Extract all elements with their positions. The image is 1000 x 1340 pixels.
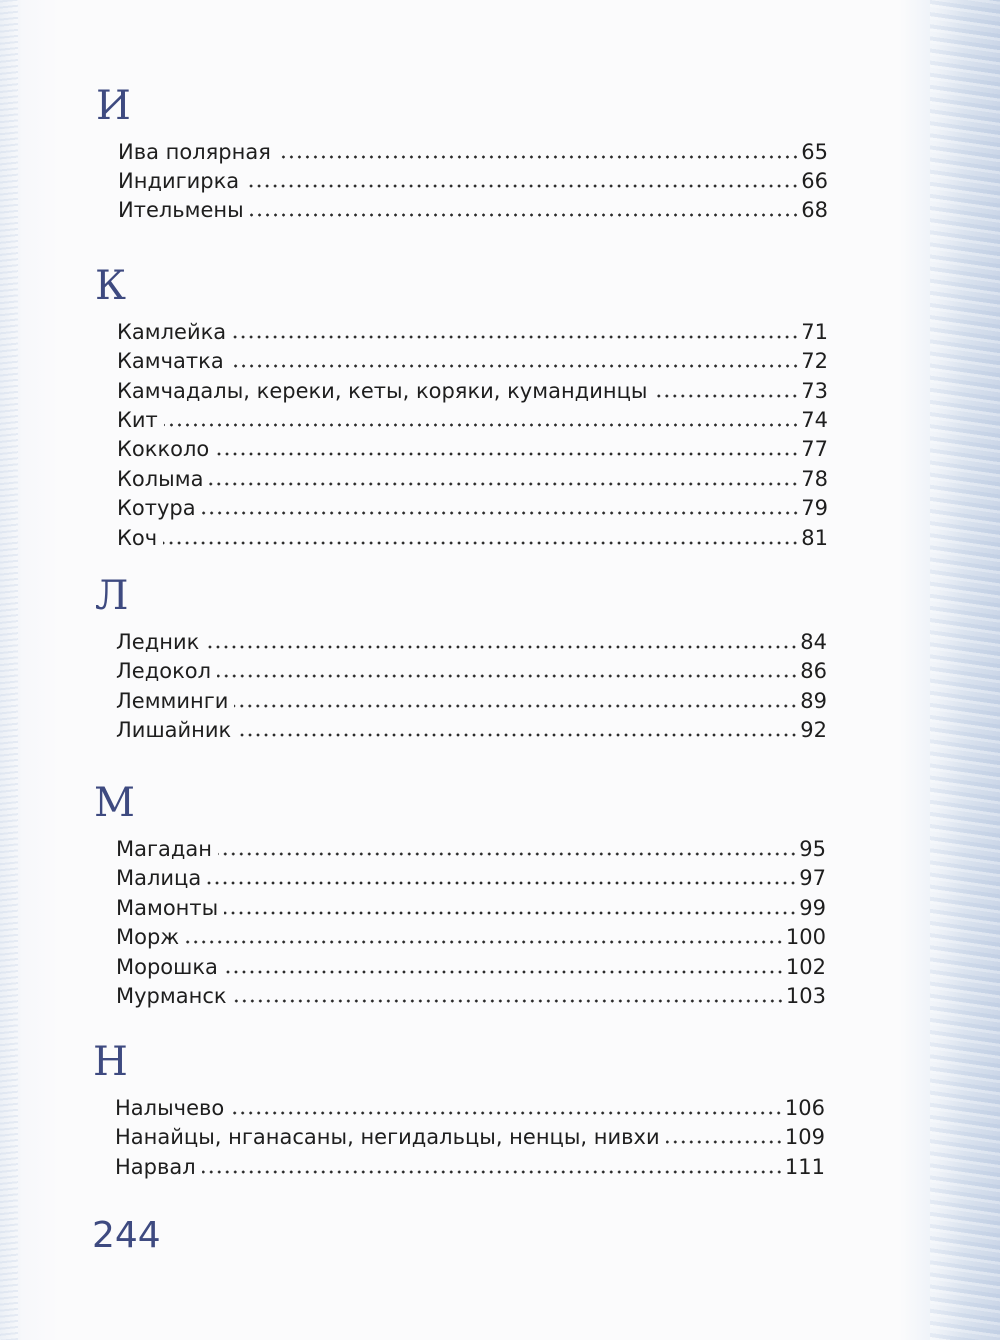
index-entry bbox=[117, 435, 828, 464]
section-letter: Л bbox=[95, 573, 129, 619]
entry-page: 106 bbox=[784, 1096, 825, 1120]
dot-leader bbox=[245, 184, 799, 188]
entry-label: Камлейка bbox=[117, 320, 227, 344]
entry-page: 99 bbox=[799, 896, 826, 920]
entry-page: 84 bbox=[800, 630, 827, 654]
entry-label: Морошка bbox=[116, 955, 218, 979]
section-letter: Н bbox=[93, 1039, 128, 1085]
entry-label: Котура bbox=[117, 496, 196, 520]
entry-page: 111 bbox=[784, 1155, 825, 1179]
index-entry bbox=[115, 1123, 825, 1152]
dot-leader bbox=[207, 881, 797, 885]
index-entry bbox=[118, 167, 828, 196]
entry-page: 79 bbox=[801, 496, 828, 520]
index-entry bbox=[116, 923, 826, 952]
dot-leader bbox=[202, 511, 800, 515]
page-edge-right bbox=[930, 0, 1000, 1340]
index-entry bbox=[115, 1153, 825, 1182]
dot-leader bbox=[666, 1140, 783, 1144]
entry-label: Кит bbox=[117, 408, 158, 432]
entry-page: 95 bbox=[799, 837, 826, 861]
dot-leader bbox=[164, 423, 799, 427]
dot-leader bbox=[185, 940, 784, 944]
entry-page: 72 bbox=[801, 349, 828, 373]
entry-label: Малица bbox=[116, 866, 202, 890]
index-entry bbox=[118, 196, 828, 225]
entry-label: Колыма bbox=[117, 467, 204, 491]
entry-page: 92 bbox=[800, 718, 827, 742]
dot-leader bbox=[277, 155, 799, 159]
index-entry bbox=[117, 494, 828, 523]
entry-label: Налычево bbox=[115, 1096, 225, 1120]
dot-leader bbox=[202, 1170, 783, 1174]
index-entry bbox=[116, 687, 827, 716]
entry-page: 65 bbox=[801, 140, 828, 164]
index-entry bbox=[116, 982, 826, 1011]
dot-leader bbox=[653, 394, 799, 398]
index-entry bbox=[117, 465, 828, 494]
entry-page: 68 bbox=[801, 198, 828, 222]
entry-label: Камчатка bbox=[117, 349, 224, 373]
entry-label: Коч bbox=[117, 526, 158, 550]
entry-page: 109 bbox=[784, 1125, 825, 1149]
entry-label: Нанайцы, нганасаны, негидальцы, ненцы, нивхи bbox=[115, 1125, 660, 1149]
dot-leader bbox=[205, 645, 798, 649]
index-entry bbox=[117, 347, 828, 376]
entry-label: Мурманск bbox=[116, 984, 227, 1008]
index-entry bbox=[116, 953, 826, 982]
entry-page: 74 bbox=[801, 408, 828, 432]
entry-page: 97 bbox=[799, 866, 826, 890]
dot-leader bbox=[209, 482, 799, 486]
index-entry bbox=[116, 835, 826, 864]
entry-page: 89 bbox=[800, 689, 827, 713]
index-entry bbox=[115, 1094, 825, 1123]
dot-leader bbox=[218, 852, 797, 856]
entry-label: Нарвал bbox=[115, 1155, 196, 1179]
index-entry bbox=[116, 864, 826, 893]
dot-leader bbox=[163, 541, 799, 545]
dot-leader bbox=[233, 999, 784, 1003]
dot-leader bbox=[234, 704, 798, 708]
dot-leader bbox=[224, 911, 797, 915]
entry-page: 71 bbox=[801, 320, 828, 344]
entry-label: Морж bbox=[116, 925, 180, 949]
index-entry bbox=[116, 657, 827, 686]
entry-label: Лишайник bbox=[116, 718, 232, 742]
entry-page: 73 bbox=[801, 379, 828, 403]
dot-leader bbox=[230, 1111, 783, 1115]
index-entry bbox=[117, 406, 828, 435]
entry-page: 66 bbox=[801, 169, 828, 193]
page-edge-left bbox=[0, 0, 18, 1340]
entry-page: 103 bbox=[785, 984, 826, 1008]
index-entry bbox=[117, 377, 828, 406]
entry-page: 78 bbox=[801, 467, 828, 491]
entry-label: Ительмены bbox=[118, 198, 244, 222]
index-entry bbox=[117, 318, 828, 347]
dot-leader bbox=[230, 364, 800, 368]
entry-label: Индигирка bbox=[118, 169, 240, 193]
entry-label: Камчадалы, кереки, кеты, коряки, кумандинцы bbox=[117, 379, 648, 403]
dot-leader bbox=[224, 970, 784, 974]
index-entry bbox=[116, 716, 827, 745]
entry-label: Мамонты bbox=[116, 896, 219, 920]
dot-leader bbox=[217, 674, 798, 678]
entry-page: 102 bbox=[785, 955, 826, 979]
entry-page: 77 bbox=[801, 437, 828, 461]
entry-label: Ледокол bbox=[116, 659, 212, 683]
page-number: 244 bbox=[92, 1215, 161, 1256]
entry-page: 86 bbox=[800, 659, 827, 683]
index-entry bbox=[116, 894, 826, 923]
dot-leader bbox=[250, 213, 800, 217]
index-entry bbox=[118, 138, 828, 167]
section-letter: К bbox=[95, 263, 126, 309]
section-letter: И bbox=[96, 83, 131, 129]
entry-label: Магадан bbox=[116, 837, 213, 861]
section-letter: М bbox=[94, 780, 135, 826]
entry-page: 100 bbox=[785, 925, 826, 949]
dot-leader bbox=[215, 452, 799, 456]
dot-leader bbox=[237, 733, 798, 737]
dot-leader bbox=[232, 335, 799, 339]
entry-label: Ива полярная bbox=[118, 140, 271, 164]
entry-label: Кокколо bbox=[117, 437, 210, 461]
index-entry bbox=[117, 524, 828, 553]
entry-label: Лемминги bbox=[116, 689, 229, 713]
entry-page: 81 bbox=[801, 526, 828, 550]
entry-label: Ледник bbox=[116, 630, 200, 654]
index-entry bbox=[116, 628, 827, 657]
